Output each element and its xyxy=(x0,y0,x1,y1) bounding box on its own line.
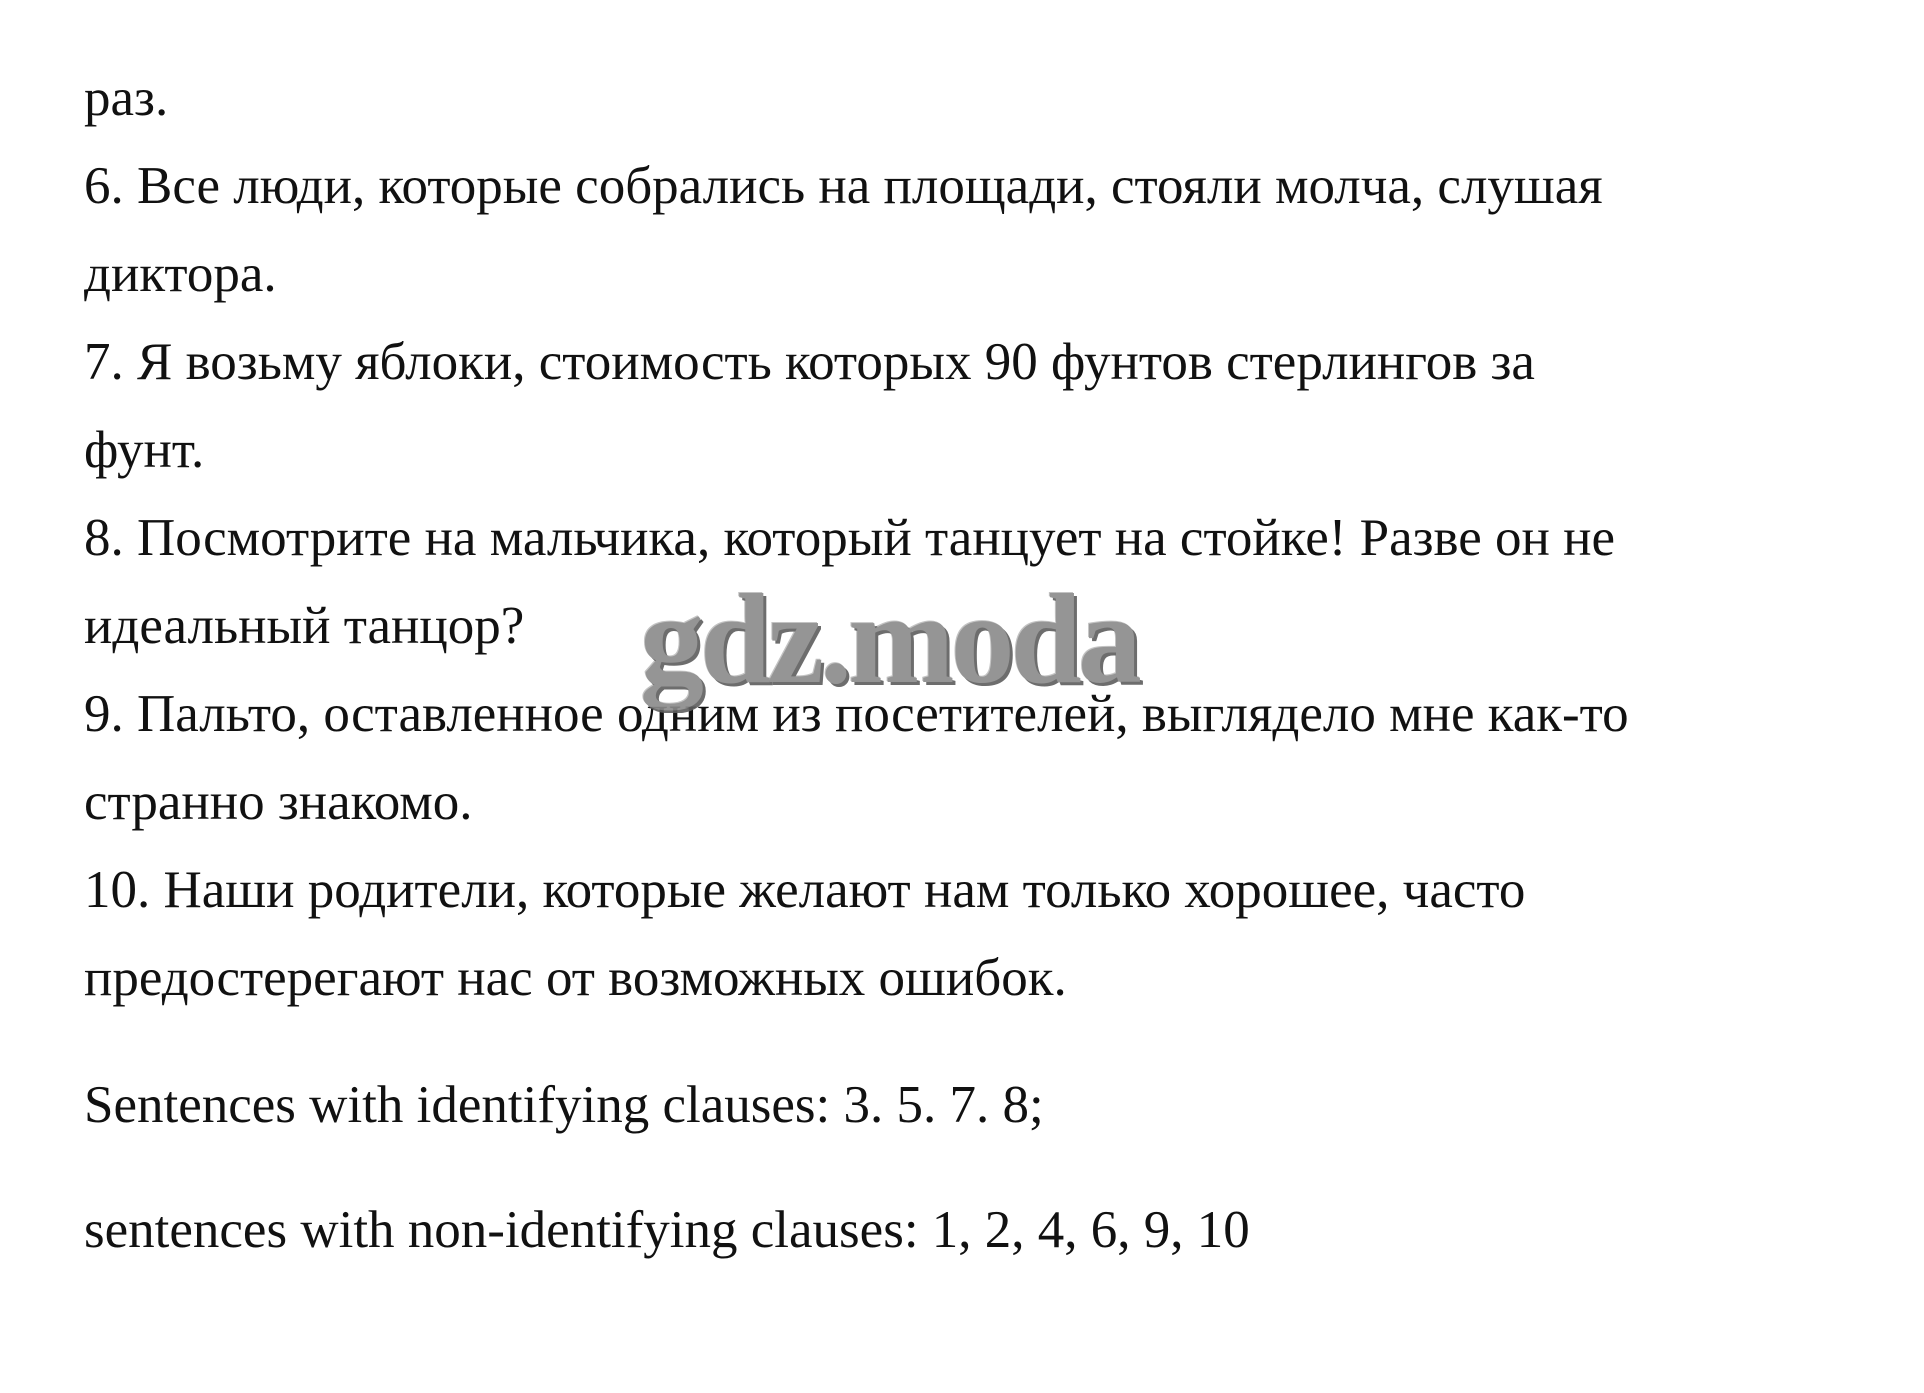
text-line-10: 10. Наши родители, которые желают нам только хорошее, часто xyxy=(84,861,1526,919)
text-line-7: идеальный танцор? xyxy=(84,597,525,655)
text-line-2: 6. Все люди, которые собрались на площади, стояли молча, слушая xyxy=(84,157,1603,215)
text-line-9: странно знакомо. xyxy=(84,773,473,831)
text-line-8: 9. Пальто, оставленное одним из посетителей, выглядело мне как-то xyxy=(84,685,1629,743)
watermark-logo: gdz.moda xyxy=(640,568,1138,710)
text-line-3: диктора. xyxy=(84,245,277,303)
text-line-11: предостерегают нас от возможных ошибок. xyxy=(84,949,1067,1007)
non-identifying-clauses-answer: sentences with non-identifying clauses: 1, 2, 4, 6, 9, 10 xyxy=(84,1201,1250,1259)
text-line-6: 8. Посмотрите на мальчика, который танцует на стойке! Разве он не xyxy=(84,509,1616,567)
identifying-clauses-answer: Sentences with identifying clauses: 3. 5. 7. 8; xyxy=(84,1076,1044,1134)
text-line-1: раз. xyxy=(84,69,169,127)
text-line-5: фунт. xyxy=(84,421,205,479)
text-line-4: 7. Я возьму яблоки, стоимость которых 90 фунтов стерлингов за xyxy=(84,333,1535,391)
